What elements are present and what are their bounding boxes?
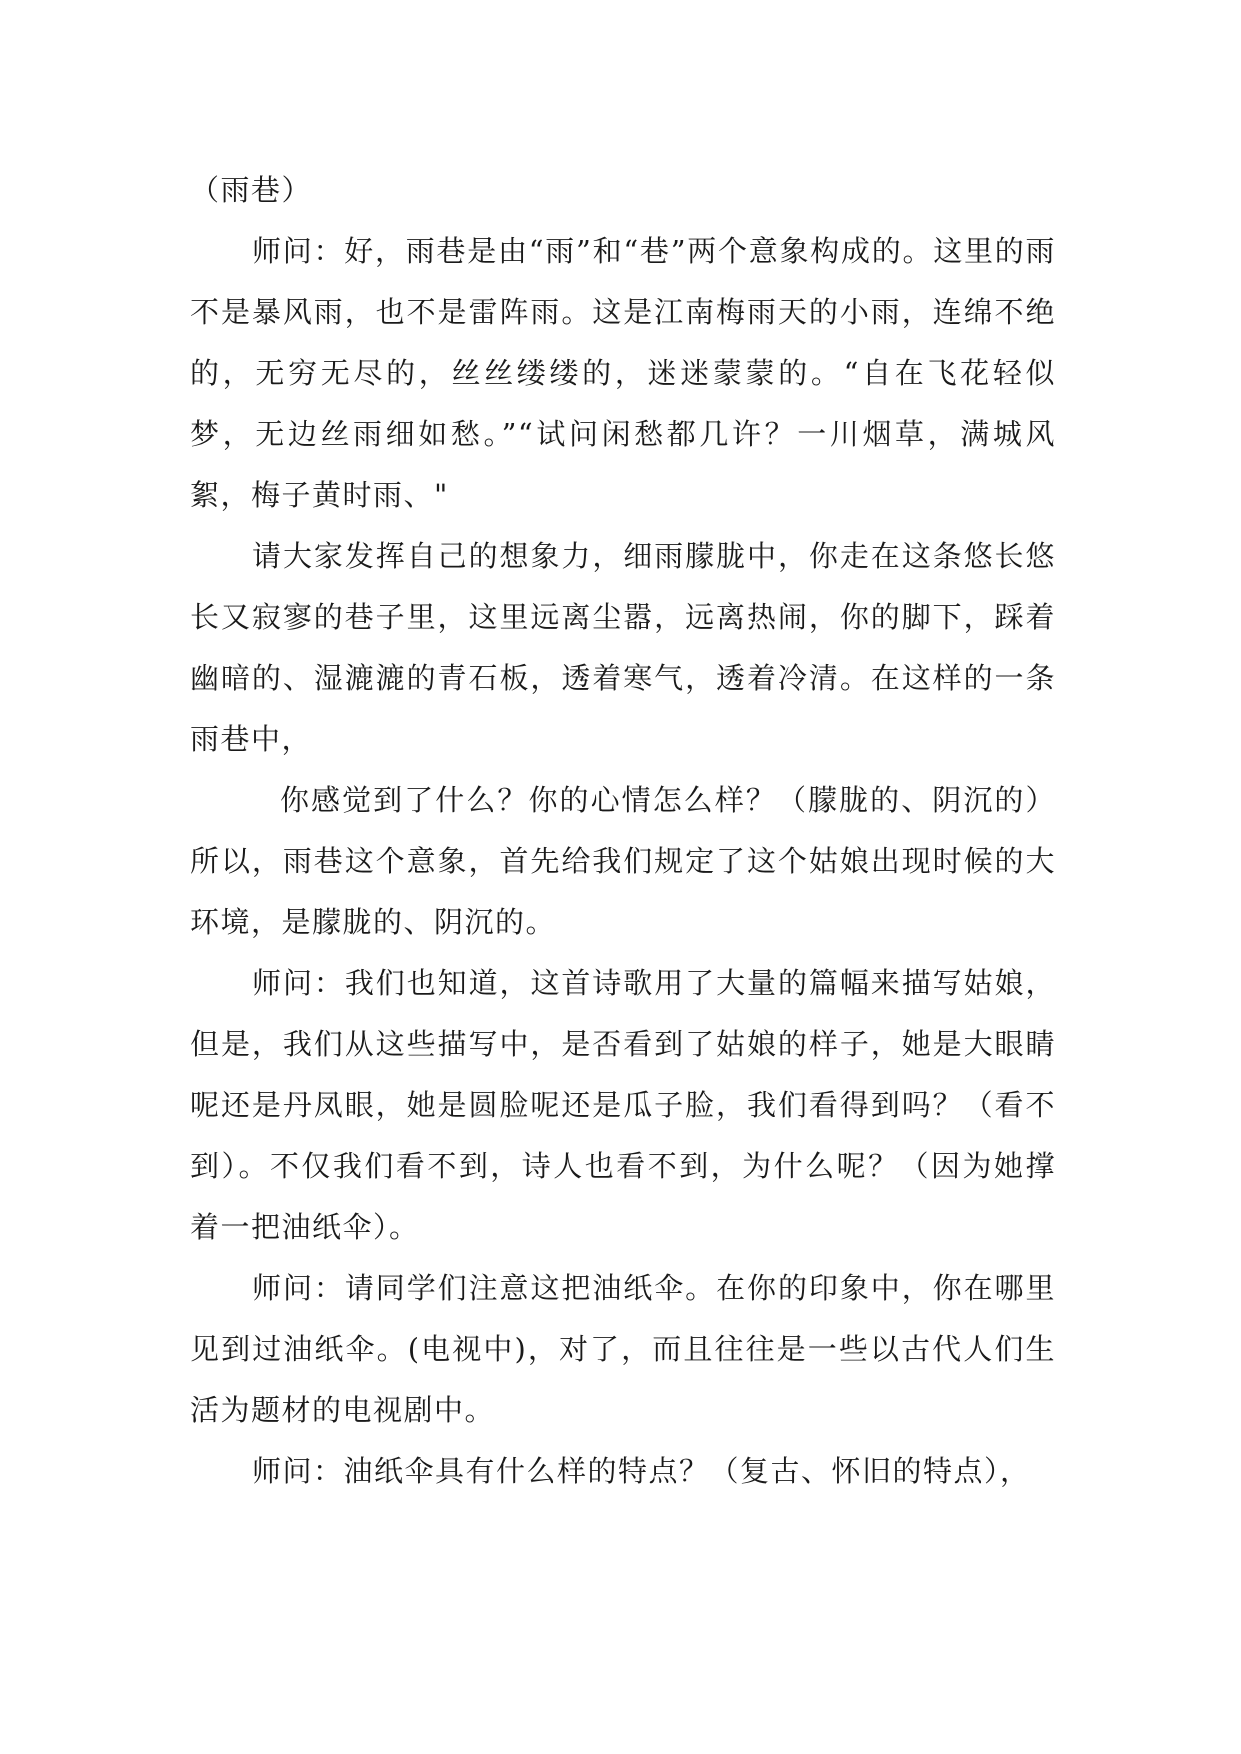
paragraph-feeling: 你感觉到了什么？你的心情怎么样？（朦胧的、阴沉的）所以，雨巷这个意象，首先给我们规定了这个姑娘出现时候的大环境，是朦胧的、阴沉的。 <box>190 783 1056 939</box>
paragraph-girl-description: 师问：我们也知道，这首诗歌用了大量的篇幅来描写姑娘，但是，我们从这些描写中，是否看到了姑娘的样子，她是大眼睛呢还是丹凤眼，她是圆脸呢还是瓜子脸，我们看得到吗？（看不到）。不仅我们看不到，诗人也看不到，为什么呢？（因为她撑着一把油纸伞）。 <box>190 966 1056 1244</box>
paragraph-imagination: 请大家发挥自己的想象力，细雨朦胧中，你走在这条悠长悠长又寂寥的巷子里，这里远离尘嚣，远离热闹，你的脚下，踩着幽暗的、湿漉漉的青石板，透着寒气，透着冷清。在这样的一条雨巷中， <box>190 539 1056 756</box>
paragraph-rain-lane: 师问：好，雨巷是由“雨”和“巷”两个意象构成的。这里的雨不是暴风雨，也不是雷阵雨。这是江南梅雨天的小雨，连绵不绝的，无穷无尽的，丝丝缕缕的，迷迷蒙蒙的。“自在飞花轻似梦，无边丝雨细如愁。”“试问闲愁都几许？一川烟草，满城风絮，梅子黄时雨、" <box>190 234 1056 512</box>
paragraph-umbrella-features: 师问：油纸伞具有什么样的特点？（复古、怀旧的特点）， <box>252 1454 1031 1488</box>
paragraph-title: （雨巷） <box>190 173 313 207</box>
paragraph-umbrella: 师问：请同学们注意这把油纸伞。在你的印象中，你在哪里见到过油纸伞。(电视中)，对了，而且往往是一些以古代人们生活为题材的电视剧中。 <box>190 1271 1056 1427</box>
document-body <box>190 160 1056 1502</box>
